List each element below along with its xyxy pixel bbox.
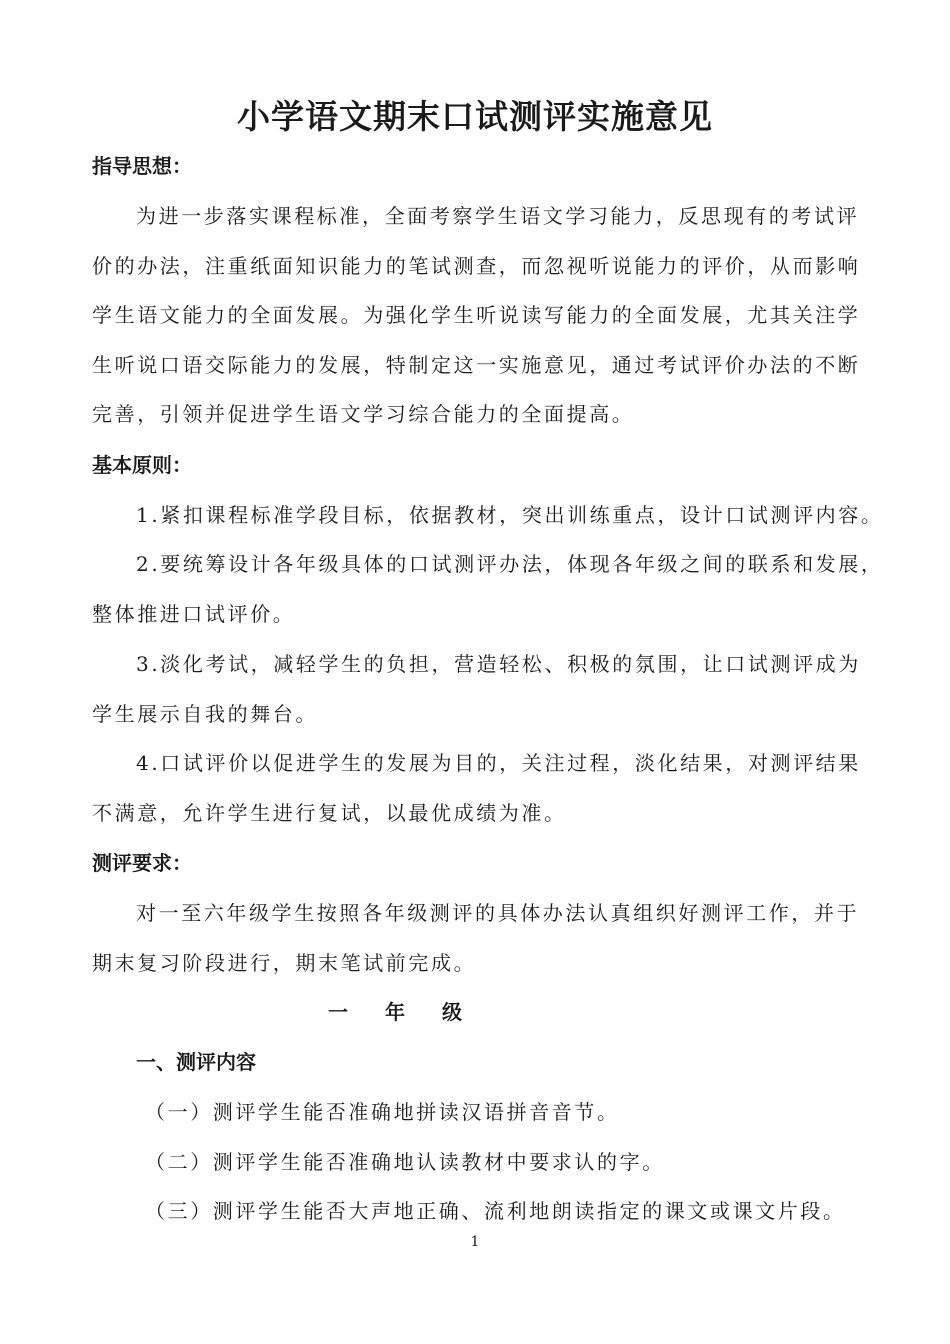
principle-line: 学生展示自我的舞台。 — [92, 702, 318, 726]
content-item: （二）测评学生能否准确地认读教材中要求认的字。 — [145, 1150, 665, 1174]
paragraph-line: 生听说口语交际能力的发展，特制定这一实施意见，通过考试评价办法的不断 — [92, 353, 861, 377]
grade-heading: 一 年 级 — [328, 1000, 462, 1024]
principle-line: 1.紧扣课程标准学段目标，依据教材，突出训练重点，设计口试测评内容。 — [136, 503, 884, 527]
paragraph-line: 为进一步落实课程标准，全面考察学生语文学习能力，反思现有的考试评 — [136, 204, 860, 228]
principle-line: 不满意，允许学生进行复试，以最优成绩为准。 — [92, 801, 567, 825]
paragraph-line: 完善，引领并促进学生语文学习综合能力的全面提高。 — [92, 402, 635, 426]
content-item: （三）测评学生能否大声地正确、流利地朗读指定的课文或课文片段。 — [145, 1199, 846, 1223]
content-item: （一）测评学生能否准确地拼读汉语拼音音节。 — [145, 1100, 620, 1124]
page-title: 小学语文期末口试测评实施意见 — [237, 97, 713, 136]
page-number: 1 — [470, 1234, 480, 1250]
principle-line: 4.口试评价以促进学生的发展为目的，关注过程，淡化结果，对测评结果 — [136, 751, 861, 775]
principle-line: 2.要统筹设计各年级具体的口试测评办法，体现各年级之间的联系和发展， — [136, 552, 884, 576]
principle-line: 3.淡化考试，减轻学生的负担，营造轻松、积极的氛围，让口试测评成为 — [136, 652, 861, 676]
paragraph-line: 价的办法，注重纸面知识能力的笔试测查，而忽视听说能力的评价，从而影响 — [92, 254, 861, 278]
section-heading-principles: 基本原则： — [92, 453, 192, 477]
content-heading: 一、测评内容 — [136, 1050, 256, 1074]
principle-line: 整体推进口试评价。 — [92, 602, 296, 626]
requirement-line: 期末复习阶段进行，期末笔试前完成。 — [92, 951, 477, 975]
requirement-line: 对一至六年级学生按照各年级测评的具体办法认真组织好测评工作，并于 — [136, 901, 860, 925]
paragraph-line: 学生语文能力的全面发展。为强化学生听说读写能力的全面发展，尤其关注学 — [92, 303, 861, 327]
section-heading-requirements: 测评要求： — [92, 851, 192, 875]
section-heading-guiding: 指导思想： — [92, 154, 192, 178]
